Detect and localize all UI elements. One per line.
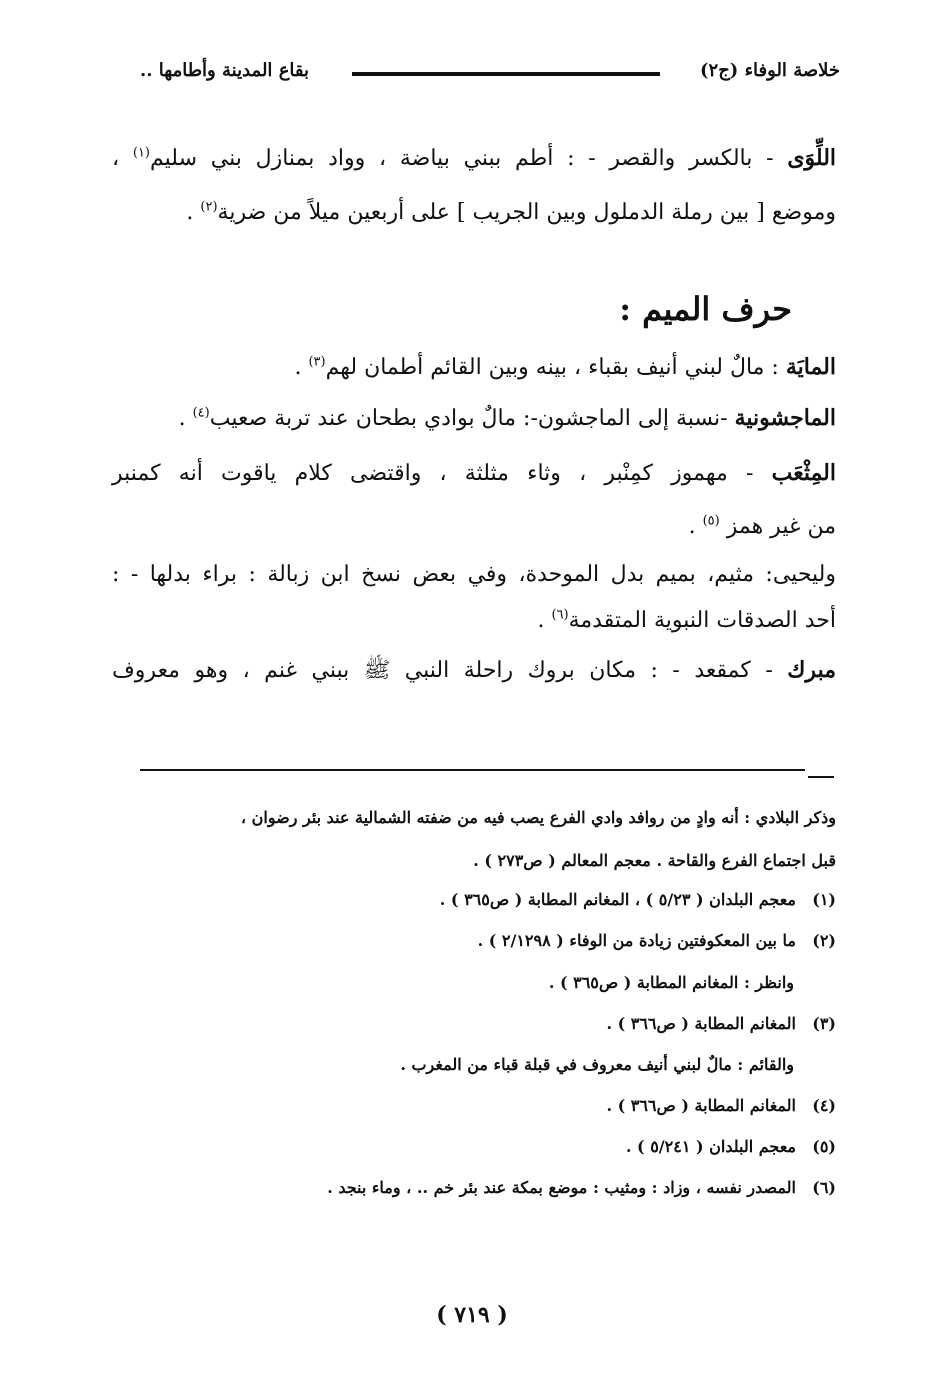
entry-text: -نسبة إلى الماجشون-: مالٌ بوادي بطحان عند تربة صعيب bbox=[209, 406, 735, 431]
entry-punct: . bbox=[178, 406, 193, 431]
footnote-text: معجم البلدان ( ٥/٢٣ ) ، المغانم المطابة ( ص٣٦٥ ) . bbox=[439, 890, 796, 909]
entry-punct: ، bbox=[112, 146, 133, 171]
footnote-item bbox=[112, 929, 836, 953]
footnote-number: (٣) bbox=[812, 1014, 836, 1033]
footnote-item bbox=[112, 1176, 836, 1200]
footnote-carry-line-2: قبل اجتماع الفرع والقاحة . معجم المعالم ( ص٢٧٣ ) . bbox=[473, 851, 836, 870]
page-number: ( ٧١٩ ) bbox=[436, 1302, 508, 1328]
entry-term: المِثْعَب bbox=[771, 460, 836, 486]
entry-text: - بالكسر والقصر - : أطم ببني بياضة ، وواد بمنازل بني سليم bbox=[150, 146, 788, 171]
footnote-carry-line-1: وذكر البلادي : أنه وادٍ من روافد وادي الفرع يصب فيه من ضفته الشمالية عند بئر رضوان ، bbox=[240, 808, 836, 827]
section-heading: حرف الميم : bbox=[619, 290, 792, 328]
footnote-number: (٥) bbox=[812, 1137, 836, 1156]
footnote-separator bbox=[140, 769, 805, 771]
entry-punct: . bbox=[294, 355, 309, 380]
footnote-text: المغانم المطابة ( ص٣٦٦ ) . bbox=[606, 1096, 796, 1115]
entry-term: المايَة bbox=[785, 354, 836, 380]
entry-term: الماجشونية bbox=[734, 405, 836, 431]
entry-muthab-line-2 bbox=[112, 512, 836, 542]
entry-yahya-line-2 bbox=[112, 606, 836, 636]
running-header bbox=[140, 60, 840, 92]
entry-text: وموضع [ بين رملة الدملول وبين الجريب ] على أربعين ميلاً من ضرية bbox=[217, 200, 836, 225]
footnote-continuation: وانظر : المغانم المطابة ( ص٣٦٥ ) . bbox=[548, 973, 794, 992]
footnote-ref[interactable]: (٤) bbox=[192, 405, 210, 421]
footnote-separator-dash bbox=[808, 776, 834, 778]
header-book-title: خلاصة الوفاء (ج٢) bbox=[699, 60, 840, 81]
entry-lawa-line-1 bbox=[112, 143, 836, 174]
footnote-text: المصدر نفسه ، وزاد : ومثيب : موضع بمكة عند بئر خم .. ، وماء بنجد . bbox=[327, 1178, 796, 1197]
header-rule bbox=[352, 72, 660, 76]
entry-text: أحد الصدقات النبوية المتقدمة bbox=[568, 608, 836, 633]
footnote-ref[interactable]: (٣) bbox=[308, 354, 326, 370]
entry-maya bbox=[112, 352, 836, 383]
entry-text: : مالٌ لبني أنيف بقباء ، بينه وبين القائم أطمان لهم bbox=[325, 355, 786, 380]
footnote-ref[interactable]: (٥) bbox=[702, 513, 720, 529]
footnote-ref[interactable]: (٢) bbox=[200, 199, 218, 215]
entry-text: - كمقعد - : مكان بروك راحلة النبي ﷺ ببني غنم ، وهو معروف bbox=[112, 658, 788, 683]
footnote-item bbox=[112, 1135, 836, 1159]
footnote-item bbox=[112, 888, 836, 912]
entry-yahya-line-1: وليحيى: مثيم، بميم بدل الموحدة، وفي بعض نسخ ابن زبالة : براء بدلها - : bbox=[112, 562, 836, 587]
footnote-item bbox=[112, 1094, 836, 1118]
entry-term: مبرك bbox=[787, 657, 836, 683]
footnote-ref[interactable]: (١) bbox=[132, 145, 150, 161]
entry-majishuniya bbox=[112, 403, 836, 434]
footnote-continuation: والقائم : مالٌ لبني أنيف معروف في قبلة قباء من المغرب . bbox=[400, 1055, 794, 1074]
entry-text: من غير همز bbox=[719, 514, 836, 539]
footnote-number: (٦) bbox=[812, 1178, 836, 1197]
footnote-number: (٢) bbox=[812, 931, 836, 950]
entry-lawa-line-2 bbox=[112, 198, 836, 228]
footnote-text: معجم البلدان ( ٥/٢٤١ ) . bbox=[625, 1137, 796, 1156]
footnote-ref[interactable]: (٦) bbox=[551, 607, 569, 623]
footnote-number: (١) bbox=[812, 890, 836, 909]
entry-muthab-line-1 bbox=[112, 458, 836, 489]
footnote-number: (٤) bbox=[812, 1096, 836, 1115]
entry-text: - مهموز كمِنْبر ، وثاء مثلثة ، واقتضى كلام ياقوت أنه كمنبر bbox=[112, 461, 772, 486]
entry-mabrak bbox=[112, 655, 836, 686]
entry-punct: . bbox=[537, 608, 552, 633]
entry-punct: . bbox=[688, 514, 703, 539]
entry-punct: . bbox=[186, 200, 201, 225]
entry-term: اللِّوَى bbox=[787, 145, 837, 171]
footnote-text: ما بين المعكوفتين زيادة من الوفاء ( ٢/١٢٩٨ ) . bbox=[477, 931, 796, 950]
footnote-item bbox=[112, 1012, 836, 1036]
footnote-text: المغانم المطابة ( ص٣٦٦ ) . bbox=[606, 1014, 796, 1033]
header-chapter-title: بقاع المدينة وأطامها .. bbox=[140, 60, 310, 81]
